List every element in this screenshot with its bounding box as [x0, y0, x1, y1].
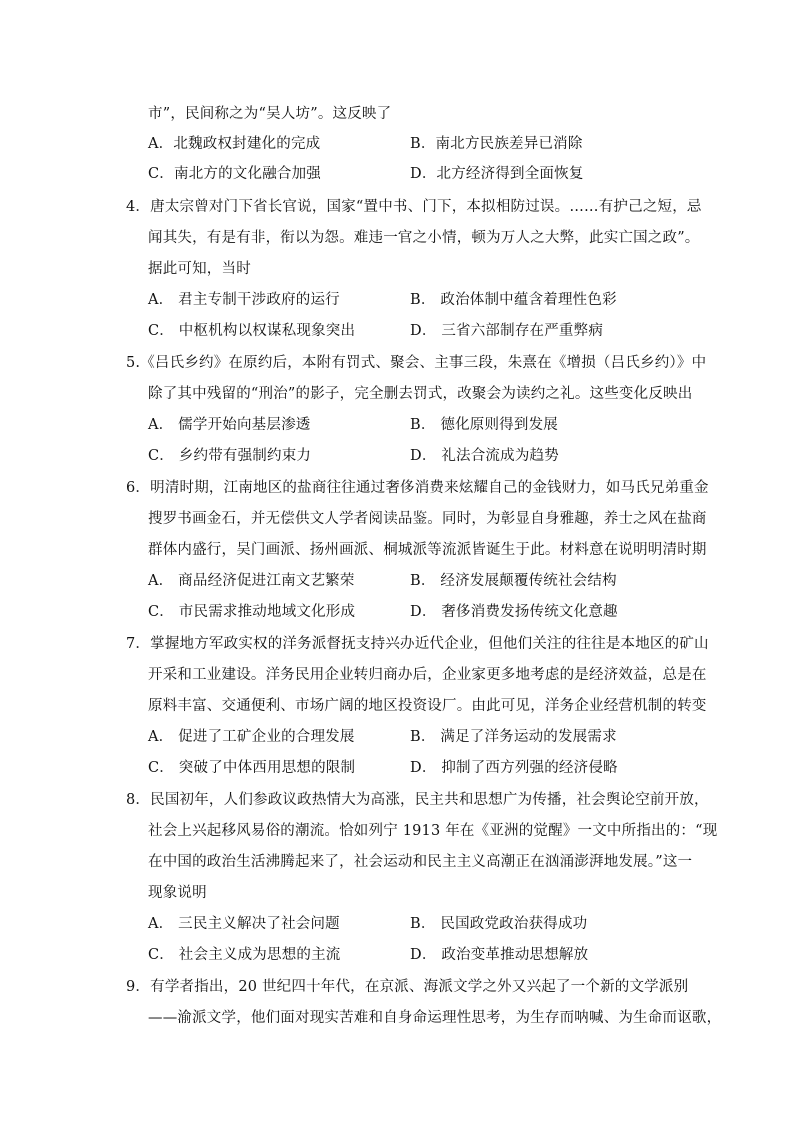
q6-stem-line-3: 群体内盛行，吴门画派、扬州画派、桐城派等流派皆诞生于此。材料意在说明明清时期	[148, 542, 707, 558]
q4-option-b[interactable]: B． 政治体制中蕴含着理性色彩	[410, 292, 617, 308]
q9-stem-line-2: ——渝派文学，他们面对现实苦难和自身命运理性思考，为生存而呐喊、为生命而讴歌，	[148, 1010, 722, 1026]
q5-option-c[interactable]: C． 乡约带有强制约束力	[148, 448, 312, 464]
q8-option-a[interactable]: A． 三民主义解决了社会问题	[148, 916, 340, 932]
q8-stem-line-1: 8．民国初年，人们参政议政热情大为高涨，民主共和思想广为传播，社会舆论空前开放，	[126, 792, 709, 808]
q8-stem-line-4: 现象说明	[148, 885, 207, 901]
q6-option-a[interactable]: A． 商品经济促进江南文艺繁荣	[148, 573, 355, 589]
q6-stem-line-2: 搜罗书画金石，并无偿供文人学者阅读品鉴。同时，为彰显自身雅趣，养士之风在盐商	[148, 511, 707, 527]
q3-option-a[interactable]: A．北魏政权封建化的完成	[148, 136, 321, 152]
q5-option-a[interactable]: A． 儒学开始向基层渗透	[148, 417, 311, 433]
q6-option-b[interactable]: B． 经济发展颠覆传统社会结构	[410, 573, 617, 589]
q6-option-d[interactable]: D． 奢侈消费发扬传统文化意趣	[410, 604, 618, 620]
q8-option-d[interactable]: D． 政治变革推动思想解放	[410, 947, 589, 963]
q4-stem-line-3: 据此可知，当时	[148, 261, 251, 277]
q4-option-d[interactable]: D． 三省六部制存在严重弊病	[410, 323, 604, 339]
q7-option-d[interactable]: D． 抑制了西方列强的经济侵略	[410, 760, 618, 776]
q3-option-b[interactable]: B．南北方民族差异已消除	[410, 136, 583, 152]
q5-stem-line-2: 除了其中残留的“刑治”的影子，完全删去罚式，改聚会为读约之礼。这些变化反映出	[148, 386, 693, 402]
q5-option-b[interactable]: B． 德化原则得到发展	[410, 417, 558, 433]
q7-stem-line-3: 原料丰富、交通便利、市场广阔的地区投资设厂。由此可见，洋务企业经营机制的转变	[148, 698, 707, 714]
q4-option-c[interactable]: C． 中枢机构以权谋私现象突出	[148, 323, 356, 339]
q6-option-c[interactable]: C． 市民需求推动地域文化形成	[148, 604, 356, 620]
q3-option-c[interactable]: C．南北方的文化融合加强	[148, 166, 321, 182]
q5-option-d[interactable]: D． 礼法合流成为趋势	[410, 448, 559, 464]
q8-option-c[interactable]: C． 社会主义成为思想的主流	[148, 947, 341, 963]
q7-option-c[interactable]: C． 突破了中体西用思想的限制	[148, 760, 356, 776]
q8-stem-line-3: 在中国的政治生活沸腾起来了，社会运动和民主主义高潮正在汹涌澎湃地发展。”这一	[148, 854, 693, 870]
q3-option-d[interactable]: D．北方经济得到全面恢复	[410, 166, 584, 182]
q9-stem-line-1: 9．有学者指出，20 世纪四十年代，在京派、海派文学之外又兴起了一个新的文学派别	[126, 979, 689, 995]
q7-option-b[interactable]: B． 满足了洋务运动的发展需求	[410, 729, 617, 745]
q4-option-a[interactable]: A． 君主专制干涉政府的运行	[148, 292, 340, 308]
q6-stem-line-1: 6．明清时期，江南地区的盐商往往通过奢侈消费来炫耀自己的金钱财力，如马氏兄弟重金	[126, 480, 709, 496]
q4-stem-line-2: 闻其失，有是有非，衔以为怨。难违一官之小情，顿为万人之大弊，此实亡国之政”。	[148, 230, 700, 246]
q8-option-b[interactable]: B． 民国政党政治获得成功	[410, 916, 588, 932]
q3-stem-continuation: 市”，民间称之为“吴人坊”。这反映了	[148, 106, 392, 122]
q7-option-a[interactable]: A． 促进了工矿企业的合理发展	[148, 729, 355, 745]
q5-stem-line-1: 5.《吕氏乡约》在原约后，本附有罚式、聚会、主事三段，朱熹在《增损（吕氏乡约）》中	[126, 355, 707, 371]
q8-stem-line-2: 社会上兴起移风易俗的潮流。恰如列宁 1913 年在《亚洲的觉醒》一文中所指出的：“现	[148, 823, 718, 839]
q4-stem-line-1: 4．唐太宗曾对门下省长官说，国家“置中书、门下，本拟相防过误。……有护己之短，忌	[126, 199, 702, 215]
q7-stem-line-2: 开采和工业建设。洋务民用企业转归商办后，企业家更多地考虑的是经济效益，总是在	[148, 667, 707, 683]
q7-stem-line-1: 7．掌握地方军政实权的洋务派督抚支持兴办近代企业，但他们关注的往往是本地区的矿山	[126, 636, 709, 652]
